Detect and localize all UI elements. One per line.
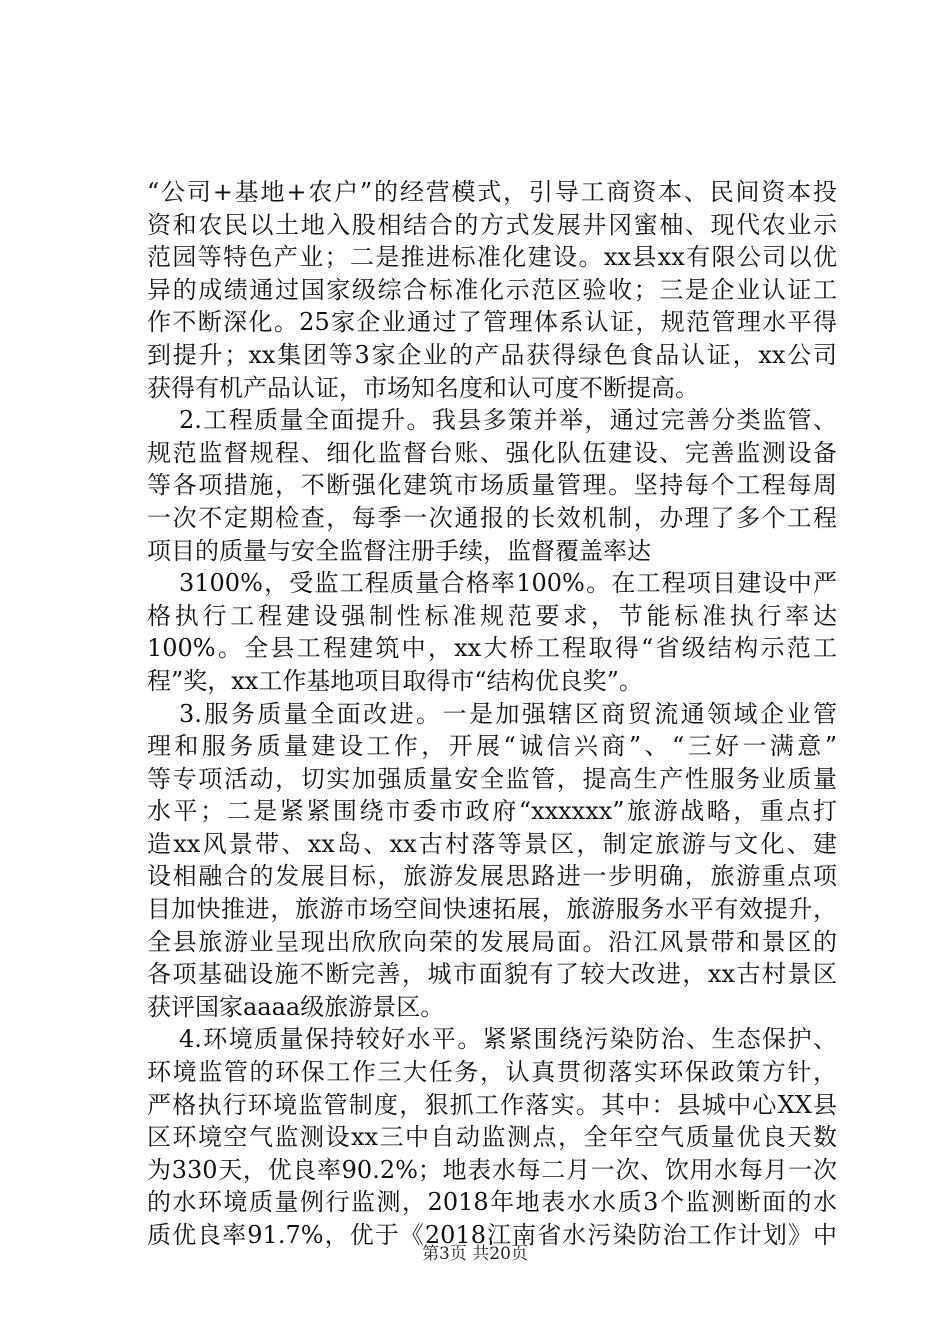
text-line: 等专项活动，切实加强质量安全监管，提高生产性服务业质量 <box>147 764 837 793</box>
text-line: 全县旅游业呈现出欣欣向荣的发展局面。沿江风景带和景区的 <box>147 927 837 956</box>
body-text <box>147 176 837 1252</box>
text-line: 区环境空气监测设xx三中自动监测点，全年空气质量优良天数 <box>147 1123 837 1152</box>
text-line: 的水环境质量例行监测，2018年地表水水质3个监测断面的水 <box>147 1188 837 1217</box>
text-line: 3100%，受监工程质量合格率100%。在工程项目建设中严 <box>179 569 837 598</box>
text-line: 异的成绩通过国家级综合标准化示范区验收；三是企业认证工 <box>147 275 837 304</box>
text-line: 一次不定期检查，每季一次通报的长效机制，办理了多个工程 <box>147 503 837 532</box>
text-line: 水平；二是紧紧围绕市委市政府“xxxxxx”旅游战略，重点打 <box>147 797 837 826</box>
text-line: 范园等特色产业；二是推进标准化建设。xx县xx有限公司以优 <box>147 243 837 272</box>
text-line: 4.环境质量保持较好水平。紧紧围绕污染防治、生态保护、 <box>179 1025 837 1054</box>
text-line: 设相融合的发展目标，旅游发展思路进一步明确，旅游重点项 <box>147 862 837 891</box>
text-line: 获得有机产品认证，市场知名度和认可度不断提高。 <box>147 373 699 402</box>
text-line: 100%。全县工程建筑中，xx大桥工程取得“省级结构示范工 <box>147 634 837 663</box>
text-line: 等各项措施，不断强化建筑市场质量管理。坚持每个工程每周 <box>147 471 837 500</box>
text-line: 目加快推进，旅游市场空间快速拓展，旅游服务水平有效提升， <box>147 895 837 924</box>
text-line: 2.工程质量全面提升。我县多策并举，通过完善分类监管、 <box>179 406 837 435</box>
text-line: 获评国家aaaa级旅游景区。 <box>147 992 445 1021</box>
text-line: 格执行工程建设强制性标准规范要求，节能标准执行率达 <box>147 601 837 630</box>
page-footer: 第3页 共20页 <box>422 1244 528 1264</box>
text-line: 环境监管的环保工作三大任务，认真贯彻落实环保政策方针， <box>147 1058 837 1087</box>
text-line: 理和服务质量建设工作，开展“诚信兴商”、“三好一满意” <box>147 732 837 761</box>
text-line: 造xx风景带、xx岛、xx古村落等景区，制定旅游与文化、建 <box>147 829 837 858</box>
text-line: 各项基础设施不断完善，城市面貌有了较大改进，xx古村景区 <box>147 960 837 989</box>
text-line: 为330天，优良率90.2%；地表水每二月一次、饮用水每月一次 <box>147 1155 837 1184</box>
text-line: “公司+基地+农户”的经营模式，引导工商资本、民间资本投 <box>147 178 837 206</box>
text-line: 到提升；xx集团等3家企业的产品获得绿色食品认证，xx公司 <box>147 340 837 369</box>
text-line: 质优良率91.7%，优于《2018江南省水污染防治工作计划》中 <box>147 1221 837 1249</box>
text-line: 严格执行环境监管制度，狠抓工作落实。其中：县城中心XX县 <box>147 1090 837 1119</box>
text-line: 作不断深化。25家企业通过了管理体系认证，规范管理水平得 <box>147 308 837 337</box>
text-line: 规范监督规程、细化监督台账、强化队伍建设、完善监测设备 <box>147 438 837 467</box>
text-line: 项目的质量与安全监督注册手续，监督覆盖率达 <box>147 536 651 565</box>
text-line: 程”奖，xx工作基地项目取得市“结构优良奖”。 <box>147 666 643 695</box>
text-line: 3.服务质量全面改进。一是加强辖区商贸流通领域企业管 <box>179 699 837 728</box>
text-line: 资和农民以土地入股相结合的方式发展井冈蜜柚、现代农业示 <box>147 210 837 239</box>
